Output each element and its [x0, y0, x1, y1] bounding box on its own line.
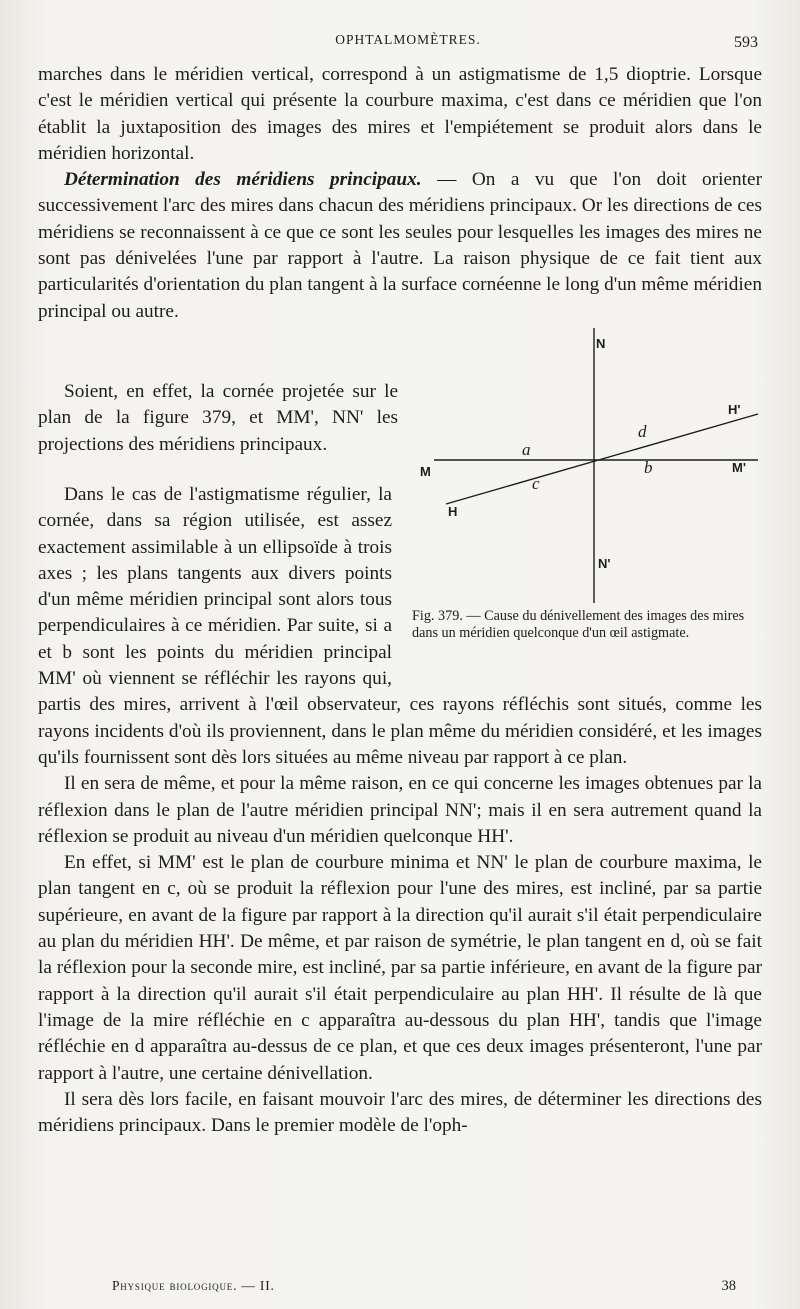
label-N: N — [596, 336, 606, 351]
figure-diagram — [412, 318, 762, 608]
paragraph-en-effet: En effet, si MM' est le plan de courbure minima et NN' le plan de courbure maxima, le plan tangent en c, où se produit la réflexion pour l'une des mires, est incliné, par sa partie supérieure, en avant de la figure par rapport à la direction qu'il aurait s'il était perpendiculaire au plan du méridien HH'. De même, et par raison de symétrie, le plan tangent en d, où se fait la réflexion pour la seconde mire, est incliné, par sa partie inférieure, en avant de la figure par rapport à la direction qu'il aurait s'il était perpendiculaire au plan HH'. Il résulte de là que l'image de la mire réfléchie en c apparaîtra au-dessous du plan HH', tandis que l'image réfléchie en d apparaîtra au-dessus de ce plan, et que ces deux images présenteront, l'une par rapport à l'autre, une certaine dénivellation. — [38, 852, 762, 1084]
point-b: b — [644, 458, 653, 477]
section-title: Détermination des méridiens principaux. — [64, 169, 422, 191]
text-block-narrow — [38, 379, 398, 458]
paragraph-meme: Il en sera de même, et pour la même raison, en ce qui concerne les images obtenues par la réflexion dans le plan de l'autre méridien principal NN'; mais il en sera autrement quand la réflexion se produit au niveau d'un méridien quelconque HH'. — [38, 773, 762, 847]
paragraph-continued: marches dans le méridien vertical, correspond à un astigmatisme de 1,5 dioptrie. Lorsque c'est le méridien vertical qui présente la courbure maxima, c'est dans ce méridien que l'on établit la juxtaposition des images des mires et l'empiétement se produit alors dans le méridien horizontal. — [38, 64, 762, 164]
text-block-top — [38, 62, 762, 325]
page-footer — [112, 1278, 736, 1300]
label-H-prime: H' — [728, 402, 741, 417]
label-M-prime: M' — [732, 460, 746, 475]
point-d: d — [638, 422, 647, 441]
paragraph-section — [38, 167, 762, 325]
label-H: H — [448, 504, 458, 519]
paragraph-conclusion: Il sera dès lors facile, en faisant mouvoir l'arc des mires, de déterminer les directions des méridiens principaux. Dans le premier modèle de l'oph- — [38, 1088, 762, 1137]
page-number: 593 — [734, 34, 758, 51]
point-c: c — [532, 474, 540, 493]
figure-caption: Fig. 379. — Cause du dénivellement des images des mires dans un méridien quelconque d'un œil astigmate. — [412, 608, 745, 641]
label-N-prime: N' — [598, 556, 611, 571]
footer-signature: 38 — [721, 1278, 736, 1294]
running-head: OPHTALMOMÈTRES. — [335, 32, 481, 47]
meridian-HH — [446, 414, 758, 504]
section-text: — On a vu que l'on doit orienter successivement l'arc des mires dans chacun des méridiens principaux. Or les directions de ces méridiens se reconnaissent à ce que ce sont les seules pour lesquelles les images des mires ne sont pas dénivelées l'une par rapport à l'autre. La raison physique de ce fait tient aux particularités d'orientation du plan tangent à la surface cornéenne le long d'un même méridien principal ou autre. — [38, 169, 762, 322]
label-M: M — [420, 464, 431, 479]
footer-book-title: Physique biologique. — II. — [112, 1278, 275, 1293]
paragraph-astigmatisme: Dans le cas de l'astigmatisme régulier, la cornée, dans sa région utilisée, est assez exactement assimilable à un ellipsoïde à trois axes ; les plans tangents aux divers points d'un même méridien principal sont alors tous perpendiculaires à ce méridien. Par suite, si a et b sont les points du méridien principal MM' où viennent se réfléchir les rayons qui, partis des mires, arrivent à l'œil observateur, ces rayons réfléchis sont situés, comme les rayons incidents d'où ils proviennent, dans le plan même du méridien considéré, et les images qu'ils fournissent sont dès lors situées au même niveau par rapport à ce plan. — [38, 484, 762, 768]
paragraph-soient: Soient, en effet, la cornée projetée sur le plan de la figure 379, et MM', NN' les projections des méridiens principaux. — [38, 381, 398, 455]
point-a: a — [522, 440, 531, 459]
page-header — [58, 32, 758, 54]
